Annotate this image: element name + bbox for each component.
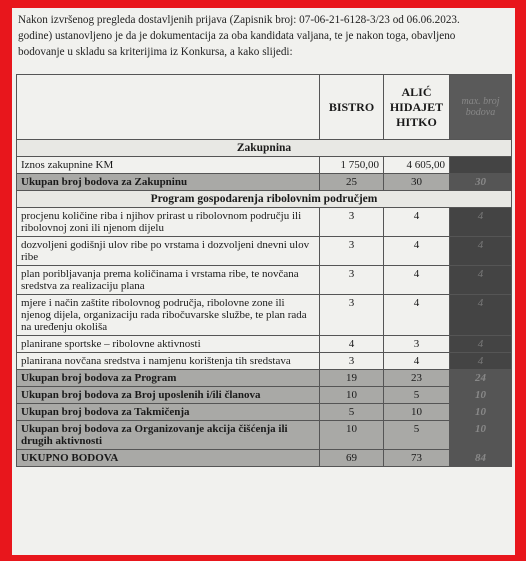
cell-bistro: 3 — [320, 353, 384, 370]
sum-row — [17, 174, 512, 191]
intro-line: godine) ustanovljeno je da je dokumentacija za oba kandidata valjana, te je nakon toga, obavljeno — [18, 30, 456, 42]
cell-max: 4 — [450, 266, 512, 295]
cell-max: 4 — [450, 208, 512, 237]
table-row — [17, 237, 512, 266]
sum-row — [17, 387, 512, 404]
cell-bistro: 3 — [320, 295, 384, 336]
document-page — [12, 8, 515, 555]
cell-alic: 3 — [384, 336, 450, 353]
cell-bistro: 4 — [320, 336, 384, 353]
table-row — [17, 295, 512, 336]
cell-bistro: 3 — [320, 266, 384, 295]
scoring-table-wrapper — [16, 74, 511, 467]
cell-bistro: 1 750,00 — [320, 157, 384, 174]
row-label: Ukupan broj bodova za Takmičenja — [17, 404, 320, 421]
section-row-zakupnina — [17, 140, 512, 157]
header-alic: ALIĆ HIDAJET HITKO — [384, 75, 450, 140]
cell-alic: 4 — [384, 208, 450, 237]
cell-alic: 4 — [384, 295, 450, 336]
cell-alic: 4 — [384, 237, 450, 266]
row-label: Iznos zakupnine KM — [17, 157, 320, 174]
row-label: dozvoljeni godišnji ulov ribe po vrstama i dozvoljeni dnevni ulov ribe — [17, 237, 320, 266]
row-label: Ukupan broj bodova za Program — [17, 370, 320, 387]
table-row — [17, 266, 512, 295]
intro-line: Nakon izvršenog pregleda dostavljenih prijava (Zapisnik broj: 07-06-21-6128-3/23 od 06.06.2023. — [18, 14, 460, 26]
cell-max: 10 — [450, 387, 512, 404]
cell-bistro: 19 — [320, 370, 384, 387]
header-empty — [17, 75, 320, 140]
cell-max — [450, 157, 512, 174]
cell-max: 24 — [450, 370, 512, 387]
row-label: Ukupan broj bodova za Organizovanje akcija čišćenja ili drugih aktivnosti — [17, 421, 320, 450]
cell-bistro: 25 — [320, 174, 384, 191]
row-label: UKUPNO BODOVA — [17, 450, 320, 467]
cell-max: 84 — [450, 450, 512, 467]
section-title: Program gospodarenja ribolovnim područjem — [17, 191, 512, 208]
cell-bistro: 3 — [320, 208, 384, 237]
cell-bistro: 10 — [320, 387, 384, 404]
table-row — [17, 353, 512, 370]
cell-alic: 4 — [384, 266, 450, 295]
cell-alic: 73 — [384, 450, 450, 467]
cell-max: 4 — [450, 295, 512, 336]
cell-alic: 30 — [384, 174, 450, 191]
header-max: max. broj bodova — [450, 75, 512, 140]
row-label: mjere i način zaštite ribolovnog područja, ribolovne zone ili njenog dijela, organizaciju rada ribočuvarske službe, te plan rada na uređenju okoliša — [17, 295, 320, 336]
row-label: procjenu količine riba i njihov prirast u ribolovnom području ili ribolovnoj zoni ili njenom dijelu — [17, 208, 320, 237]
cell-max: 10 — [450, 421, 512, 450]
table-row — [17, 157, 512, 174]
cell-alic: 10 — [384, 404, 450, 421]
sum-row — [17, 370, 512, 387]
section-title: Zakupnina — [17, 140, 512, 157]
table-header-row — [17, 75, 512, 140]
cell-bistro: 3 — [320, 237, 384, 266]
cell-max: 10 — [450, 404, 512, 421]
cell-bistro: 10 — [320, 421, 384, 450]
intro-paragraph — [18, 12, 510, 60]
cell-alic: 5 — [384, 387, 450, 404]
cell-alic: 4 — [384, 353, 450, 370]
row-label: planirana novčana sredstva i namjenu korištenja tih sredstava — [17, 353, 320, 370]
section-row-program — [17, 191, 512, 208]
cell-max: 4 — [450, 353, 512, 370]
header-bistro: BISTRO — [320, 75, 384, 140]
row-label: Ukupan broj bodova za Broj uposlenih i/ili članova — [17, 387, 320, 404]
row-label: Ukupan broj bodova za Zakupninu — [17, 174, 320, 191]
cell-bistro: 5 — [320, 404, 384, 421]
cell-alic: 23 — [384, 370, 450, 387]
row-label: planirane sportske – ribolovne aktivnosti — [17, 336, 320, 353]
cell-max: 4 — [450, 336, 512, 353]
cell-max: 4 — [450, 237, 512, 266]
cell-max: 30 — [450, 174, 512, 191]
table-row — [17, 336, 512, 353]
scoring-table — [16, 74, 512, 467]
grand-total-row — [17, 450, 512, 467]
cell-alic: 5 — [384, 421, 450, 450]
sum-row — [17, 404, 512, 421]
cell-bistro: 69 — [320, 450, 384, 467]
sum-row — [17, 421, 512, 450]
intro-line: bodovanje u skladu sa kriterijima iz Konkursa, a kako slijedi: — [18, 46, 293, 58]
table-row — [17, 208, 512, 237]
row-label: plan poribljavanja prema količinama i vrstama ribe, te novčana sredstva za realizaciju plana — [17, 266, 320, 295]
cell-alic: 4 605,00 — [384, 157, 450, 174]
